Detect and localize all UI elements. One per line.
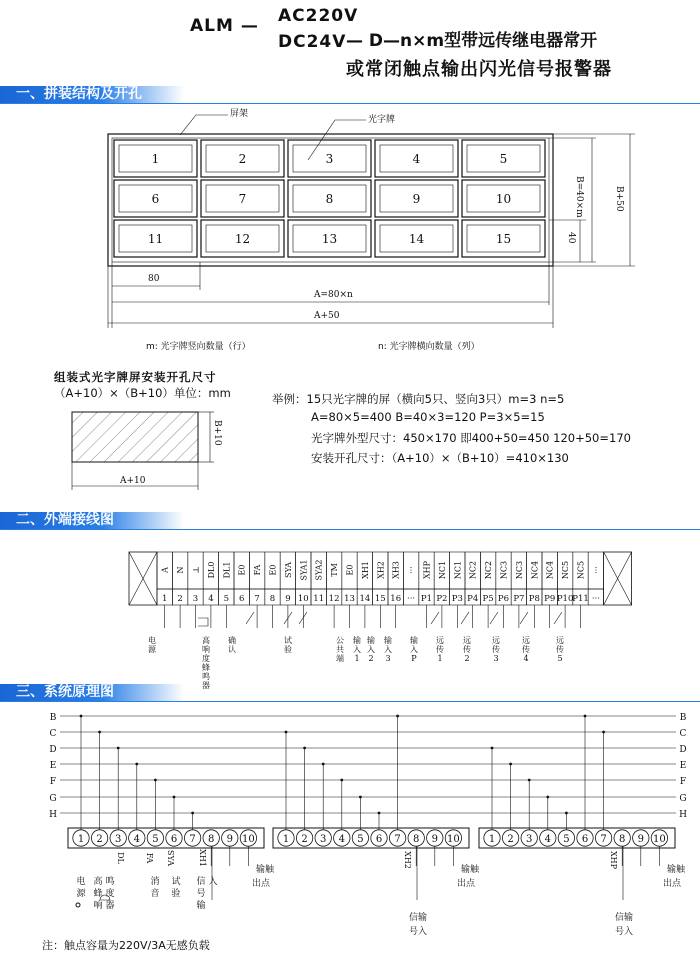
terminal-circle-number: 4 — [338, 834, 345, 845]
panel-cell-number: 13 — [321, 232, 338, 246]
bus-junction — [285, 731, 288, 734]
terminal-circle-number: 9 — [226, 834, 233, 845]
output-label: 出点 — [662, 879, 682, 889]
bus-label-right: H — [679, 810, 687, 820]
terminal-bottom-label: P10 — [556, 594, 574, 604]
terminal-function-label — [353, 635, 361, 663]
block1-label-char: 验 — [171, 889, 181, 899]
bus-junction — [98, 731, 101, 734]
terminal-label-char: 鸣 — [202, 672, 210, 681]
terminal-bottom-label: ··· — [407, 594, 416, 604]
terminal-bottom-label: P6 — [497, 594, 510, 604]
signal-input-label: 号入 — [408, 927, 428, 937]
terminal-top-label: NC1 — [453, 560, 463, 580]
terminal-circle-number: 10 — [447, 834, 460, 845]
terminal-top-label: NC2 — [468, 560, 478, 580]
terminal-label-char: 入 — [384, 645, 392, 654]
bus-label-right: E — [679, 761, 687, 771]
terminal-function-label — [384, 635, 392, 663]
schematic-note: 注：触点容量为220V/3A无感负载 — [42, 939, 210, 952]
terminal-top-label: FA — [253, 564, 263, 576]
terminal-bottom-label: 3 — [192, 594, 199, 604]
terminal-label-char: 输 — [410, 636, 418, 645]
terminal-top-label: NC5 — [576, 560, 586, 580]
terminal-label-char: 2 — [464, 654, 470, 663]
bus-junction — [359, 796, 362, 799]
terminal-circle-number: 5 — [357, 834, 364, 845]
title-dc: DC24V — [278, 32, 347, 52]
terminal-top-label: NC3 — [499, 560, 509, 580]
power-terminal — [76, 903, 80, 907]
terminal-top-label: DL1 — [222, 561, 232, 579]
panel-cell-number: 1 — [151, 152, 160, 166]
section-3-rule — [0, 701, 700, 702]
block1-label-char: 试 — [171, 877, 181, 887]
bus-label-right: C — [679, 729, 687, 739]
terminal-label-char: 电 — [148, 636, 156, 645]
output-label: 出点 — [251, 879, 271, 889]
terminal-label-char: 认 — [228, 645, 236, 654]
terminal-circle-number: 1 — [77, 834, 85, 845]
block1-label-char: 源 — [76, 889, 86, 899]
bus-label-left: E — [49, 761, 57, 771]
terminal-bottom-label: P1 — [420, 594, 433, 604]
terminal-label-char: 1 — [437, 654, 443, 663]
terminal-circle-number: 3 — [115, 834, 122, 845]
bus-junction — [117, 747, 120, 750]
terminal-circle-number: 4 — [133, 834, 140, 845]
terminal-bottom-label: 6 — [238, 594, 245, 604]
block1-label-char: 信 — [196, 877, 206, 887]
panel-cells — [114, 140, 545, 257]
terminal-function-label — [148, 635, 157, 654]
terminal-top-label: E0 — [345, 564, 355, 576]
terminal-circle-number: 8 — [208, 834, 215, 845]
terminal-bottom-label: P5 — [482, 594, 494, 604]
terminal-circle-number: 9 — [431, 834, 438, 845]
terminal-circle-number: 8 — [619, 834, 626, 845]
example-line2: A=80×5=400 B=40×3=120 P=3×5=15 — [311, 410, 545, 424]
terminal-label-char: 公 — [336, 636, 344, 645]
terminal-label-char: 入 — [353, 645, 361, 654]
component-tag: DL — [116, 852, 125, 864]
terminal-function-label — [367, 635, 375, 663]
switch-contact — [461, 612, 469, 624]
terminal-bottom-label: 14 — [359, 594, 371, 604]
terminal-top-label: XH2 — [376, 561, 386, 579]
terminal-label-char: 远 — [556, 636, 564, 645]
terminal-bottom-label: 2 — [177, 594, 183, 604]
bus-label-left: G — [49, 794, 57, 804]
panel-cell-number: 6 — [151, 192, 160, 206]
bus-label-right: F — [679, 777, 687, 787]
bus-label-left: F — [49, 777, 57, 787]
terminal-bottom-label: P8 — [528, 594, 540, 604]
bus-label-left: B — [49, 713, 57, 723]
block1-label — [76, 875, 86, 899]
terminal-label-char: 高 — [202, 636, 210, 645]
section-1-title: 一、拼装结构及开孔 — [0, 86, 184, 103]
terminal-label-char: 端 — [336, 654, 344, 663]
terminal-label-char: 传 — [463, 645, 471, 654]
terminal-circle-number: 7 — [189, 834, 196, 845]
dim-b50: B+50 — [614, 186, 624, 212]
panel-cell-number: 12 — [234, 232, 251, 246]
output-label: 输触 — [255, 865, 275, 875]
block1-label-char: 音 — [150, 889, 160, 899]
bus-junction — [509, 763, 512, 766]
switch-contact — [554, 612, 562, 624]
block1-label-char: 鸣 — [105, 877, 115, 887]
component-tag: FA — [145, 852, 154, 864]
output-label: 输触 — [460, 865, 480, 875]
block1-label — [150, 875, 159, 899]
bus-junction — [322, 763, 325, 766]
dim-40: 40 — [566, 232, 576, 244]
terminal-label-char: 验 — [284, 645, 292, 654]
dim-a: A=80×n — [314, 290, 353, 300]
terminal-label-char: 源 — [148, 645, 156, 654]
terminal-circle-number: 2 — [507, 834, 514, 845]
terminal-circle-number: 7 — [600, 834, 607, 845]
terminal-strip — [129, 552, 632, 690]
bus-label-left: H — [49, 810, 57, 820]
terminal-bottom-label: 12 — [328, 594, 340, 604]
terminal-top-label: N — [176, 566, 186, 574]
terminal-function-label — [556, 636, 564, 663]
terminal-circle-number: 7 — [394, 834, 401, 845]
terminal-top-label: SYA2 — [314, 559, 324, 581]
terminal-label-char: 2 — [368, 654, 374, 663]
terminal-circle-number: 6 — [375, 834, 383, 845]
buzzer-symbol — [198, 618, 208, 626]
panel-cell-number: 14 — [408, 232, 425, 246]
terminal-label-char: 响 — [202, 645, 210, 654]
bus-junction — [378, 812, 381, 815]
bus-junction — [154, 779, 157, 782]
component-tag: SYA — [166, 850, 175, 866]
terminal-bottom-label: 16 — [390, 594, 402, 604]
bus-junction — [340, 779, 343, 782]
component-tag: XH1 — [198, 849, 207, 867]
terminal-circle-number: 9 — [637, 834, 644, 845]
terminal-label-char: 传 — [522, 645, 530, 654]
terminal-top-label: ··· — [591, 566, 601, 574]
terminal-top-label: XH3 — [391, 561, 401, 579]
terminal-top-label: E0 — [268, 564, 278, 576]
terminal-bottom-label: P4 — [467, 594, 479, 604]
bus-label-left: C — [49, 729, 57, 739]
block1-label-char: 蜂 — [93, 889, 103, 899]
terminal-label-char: 输 — [353, 636, 361, 645]
component-tag: XH2 — [403, 851, 412, 869]
terminal-function-label — [284, 635, 292, 654]
title-tail: — D—n×m型带远传继电器常开 — [346, 31, 598, 51]
section-2-rule — [0, 529, 700, 530]
terminal-circle-number: 2 — [96, 834, 103, 845]
panel-cell-number: 7 — [238, 192, 247, 206]
switch-contact — [246, 612, 254, 624]
terminal-top-label: SYA1 — [299, 559, 309, 581]
terminal-label-char: 输 — [367, 636, 375, 645]
terminal-circle-number: 10 — [242, 834, 255, 845]
terminal-label-char: 共 — [336, 645, 344, 654]
signal-input-label: 号入 — [614, 927, 634, 937]
block1-label-char: 响 — [93, 901, 103, 911]
block1-label-char: 入 — [208, 877, 218, 887]
block1-label-char: 度 — [105, 889, 115, 899]
terminal-top-label: NC1 — [437, 560, 447, 580]
terminal-label-char: 传 — [436, 645, 444, 654]
panel-cell-number: 11 — [147, 232, 164, 246]
signal-input-label: 信输 — [408, 913, 428, 923]
section-3-title: 三、系统原理图 — [0, 684, 184, 701]
panel-cell-number: 15 — [495, 232, 512, 246]
cutout-formula: （A+10）×（B+10）单位：mm — [54, 386, 231, 400]
bus-junction — [173, 796, 176, 799]
dim-a50: A+50 — [314, 311, 340, 321]
terminal-circle-number: 1 — [488, 834, 496, 845]
block1-label — [93, 875, 114, 911]
bus-junction — [303, 747, 306, 750]
terminal-label-char: 度 — [202, 654, 210, 663]
cutout-dim-h: B+10 — [212, 420, 222, 446]
title-line2: 或常闭触点输出闪光信号报警器 — [346, 59, 612, 80]
terminal-label-char: 远 — [463, 636, 471, 645]
terminal-top-label: NC4 — [530, 560, 540, 580]
terminal-bottom-label: 9 — [285, 594, 291, 604]
terminal-top-label: NC3 — [514, 560, 524, 580]
terminal-circle-number: 1 — [282, 834, 290, 845]
terminal-function-label — [492, 636, 500, 663]
terminal-function-label — [336, 636, 344, 663]
legend-m: m: 光字牌竖向数量（行） — [146, 342, 251, 352]
terminal-function-label — [228, 635, 236, 654]
bus-label-right: B — [679, 713, 687, 723]
terminal-bottom-label: P3 — [451, 594, 463, 604]
terminal-circle-number: 3 — [320, 834, 327, 845]
terminal-label-char: 4 — [523, 654, 529, 663]
terminal-label-char: 远 — [492, 636, 500, 645]
section-2-title: 二、外端接线图 — [0, 512, 184, 529]
panel-cell-number: 8 — [325, 192, 334, 206]
terminal-label-char: 输 — [384, 636, 392, 645]
block1-label-char: 号 — [196, 889, 206, 899]
terminal-top-label: SYA — [283, 562, 293, 578]
block1-label-char: 器 — [105, 901, 115, 911]
bus-junction — [602, 731, 605, 734]
component-tag: XHP — [609, 850, 618, 870]
terminal-top-label: E0 — [237, 564, 247, 576]
block1-label — [196, 875, 217, 911]
terminal-bottom-label: 5 — [223, 594, 230, 604]
terminal-circle-number: 6 — [170, 834, 178, 845]
terminal-label-char: 蜂 — [202, 663, 210, 672]
terminal-bottom-label: P11 — [572, 594, 589, 604]
terminal-bottom-label: 15 — [374, 594, 386, 604]
terminal-function-label — [522, 636, 530, 663]
terminal-label-char: 入 — [410, 645, 418, 654]
terminal-label-char: 器 — [202, 681, 210, 690]
panel-cell-number: 10 — [495, 192, 512, 206]
terminal-label-char: 确 — [228, 636, 236, 645]
system-schematic — [49, 713, 687, 937]
terminal-bottom-label: P7 — [513, 594, 525, 604]
cutout-dim-w: A+10 — [120, 476, 146, 486]
terminal-top-label: ⊥ — [191, 566, 201, 574]
bus-junction — [584, 715, 587, 718]
terminal-circle-number: 5 — [563, 834, 570, 845]
panel-cell-number: 2 — [238, 152, 247, 166]
bus-label-left: D — [49, 745, 57, 755]
bus-junction — [135, 763, 138, 766]
terminal-label-char: 试 — [284, 636, 292, 645]
bus-junction — [546, 796, 549, 799]
terminal-top-label: ··· — [407, 566, 417, 574]
dim-b: B=40×m — [574, 176, 584, 218]
frame-label: 屏架 — [230, 109, 249, 119]
bus-label-right: G — [679, 794, 687, 804]
terminal-bottom-label: ··· — [591, 594, 600, 604]
switch-contact — [490, 612, 498, 624]
terminal-bottom-label: P9 — [544, 594, 556, 604]
bus-label-right: D — [679, 745, 687, 755]
terminal-bottom-label: 7 — [254, 594, 260, 604]
terminal-top-label: NC4 — [545, 560, 555, 580]
bus-junction — [491, 747, 494, 750]
terminal-label-char: 1 — [354, 654, 360, 663]
terminal-label-char: 入 — [367, 645, 375, 654]
lamp-label: 光字牌 — [368, 115, 396, 125]
block1-label-char: 高 — [93, 877, 103, 887]
panel-leaders — [180, 115, 366, 160]
signal-input-label: 信输 — [614, 913, 634, 923]
output-label: 输触 — [666, 865, 686, 875]
bus-junction — [565, 812, 568, 815]
terminal-function-label — [202, 635, 210, 690]
block1-label-char: 输 — [196, 901, 206, 911]
terminal-label-char: P — [411, 654, 417, 663]
panel-cell-number: 5 — [499, 152, 508, 166]
terminal-label-char: 3 — [493, 654, 499, 663]
terminal-label-char: 传 — [556, 645, 564, 654]
terminal-top-label: XH1 — [360, 561, 370, 579]
terminal-circle-number: 8 — [413, 834, 420, 845]
example-line4: 安装开孔尺寸：（A+10）×（B+10）=410×130 — [311, 451, 569, 465]
example-line3: 光字牌外型尺寸：450×170 即400+50=450 120+50=170 — [311, 431, 631, 445]
output-label: 出点 — [456, 879, 476, 889]
terminal-label-char: 远 — [436, 636, 444, 645]
terminal-label-char: 5 — [557, 654, 563, 663]
terminal-top-label: A — [160, 567, 170, 573]
terminal-function-label — [436, 636, 444, 663]
terminal-bottom-label: 10 — [297, 594, 309, 604]
terminal-top-label: TM — [330, 563, 340, 577]
terminal-bottom-label: P2 — [436, 594, 448, 604]
example-line1: 举例：15只光字牌的屏（横向5只、竖向3只）m=3 n=5 — [272, 392, 565, 406]
terminal-bottom-label: 11 — [313, 594, 325, 604]
terminal-top-label: NC5 — [561, 560, 571, 580]
panel-cell-number: 9 — [412, 192, 421, 206]
terminal-label-char: 传 — [492, 645, 500, 654]
terminal-circle-number: 4 — [544, 834, 551, 845]
panel-cell-number: 4 — [412, 152, 421, 166]
block1-label-char: 电 — [76, 877, 86, 887]
title-ac: AC220V — [278, 6, 359, 26]
switch-contact — [431, 612, 439, 624]
bus-junction — [191, 812, 194, 815]
block1-label-char: 消 — [150, 877, 160, 887]
block1-label — [171, 875, 180, 899]
switch-contact — [520, 612, 528, 624]
dim-cell: 80 — [148, 274, 160, 284]
terminal-bottom-label: 4 — [208, 594, 214, 604]
panel-cell-number: 3 — [325, 152, 334, 166]
terminal-circle-number: 10 — [653, 834, 666, 845]
bus-junction — [80, 715, 83, 718]
title-alm: ALM — — [190, 16, 259, 36]
terminal-bottom-label: 8 — [269, 594, 276, 604]
terminal-circle-number: 5 — [152, 834, 159, 845]
terminal-top-label: DL0 — [206, 561, 216, 579]
terminal-bottom-label: 13 — [344, 594, 355, 604]
bus-junction — [396, 715, 399, 718]
cutout-title: 组装式光字牌屏安装开孔尺寸 — [54, 370, 217, 384]
terminal-circle-number: 6 — [581, 834, 589, 845]
terminal-circle-number: 2 — [301, 834, 308, 845]
terminal-circle-number: 3 — [526, 834, 533, 845]
terminal-top-label: XHP — [422, 560, 432, 580]
legend-n: n: 光字牌横向数量（列） — [378, 342, 480, 352]
bus-junction — [528, 779, 531, 782]
terminal-label-char: 3 — [385, 654, 391, 663]
terminal-label-char: 远 — [522, 636, 530, 645]
terminal-function-label — [463, 636, 471, 663]
terminal-function-label — [410, 635, 418, 663]
terminal-bottom-label: 1 — [161, 594, 168, 604]
terminal-top-label: NC2 — [484, 560, 494, 580]
cutout-rect — [72, 412, 198, 462]
